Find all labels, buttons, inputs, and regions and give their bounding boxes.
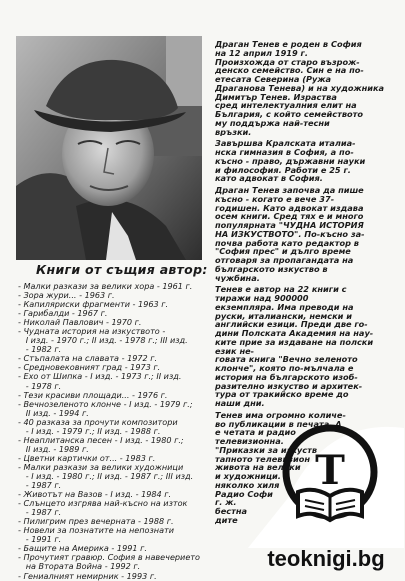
book-list-item: - 40 разказа за прочути композитори (18, 417, 178, 427)
author-portrait-image (16, 36, 202, 260)
bio-line: НА ИЗКУСТВОТО". По-късно за- (215, 228, 365, 239)
bio-line: като адвокат в София. (215, 173, 323, 183)
bio-line: на 12 април 1919 г. (215, 47, 308, 58)
bio-line: няколко хиля (215, 479, 280, 490)
bio-line: клонче", която по-мълчала е (215, 363, 354, 373)
book-list-item: - 1978 г. (18, 381, 62, 391)
bio-line: етесата Северина (Ружа (215, 74, 332, 84)
bio-line: нска гимназия в София, а по- (215, 147, 354, 157)
site-name: teoknigi.bg (267, 546, 385, 571)
bio-line: сред интелектуалния елит на (215, 100, 357, 111)
bio-line: Драган Тенев започва да пише (215, 186, 364, 195)
book-list-item: - 1987 г. (18, 481, 62, 491)
book-list-item: II изд. - 1989 г. (18, 444, 89, 454)
bio-line: Тенев има огромно количе- (215, 410, 346, 420)
book-list-item: - 1991 г. (18, 535, 62, 545)
bio-line: годишен. Като адвокат издава (215, 202, 364, 213)
logo-letter: T (315, 447, 345, 494)
bio-line: и художници. и (215, 471, 290, 481)
bio-line: история на българското изоб- (215, 371, 358, 382)
bio-line: късно - когато е вече 37- (215, 193, 335, 204)
book-list-item: - Гарибалди - 1967 г. (18, 309, 108, 319)
book-list-item: I изд. - 1970 г.; II изд. - 1978 г.; III изд. (18, 336, 188, 346)
book-list-item: II изд. - 1994 г. (18, 408, 89, 418)
bio-line: тапното телевизион (215, 453, 310, 464)
book-list-item: - Прочутият гравюр. София в навечерието (18, 553, 200, 563)
book-list-item: - 1987 г. (18, 508, 62, 518)
bio-line: наши дни. (215, 398, 265, 408)
bio-line: връзки. (215, 126, 252, 137)
bio-line: Драган Тенев е роден в София (215, 40, 362, 49)
book-list-item: - Вечнозеленото клонче - I изд. - 1979 г.; (18, 399, 193, 409)
bio-line: "Приказки за изкуств (215, 444, 317, 455)
bio-line: език не- (215, 345, 255, 356)
bio-line: Димитър Тенев. Израства (215, 91, 337, 102)
book-list-item: - Пилигрим през вечерната - 1988 г. (18, 517, 174, 527)
bio-line: Завършва Кралската италиа- (215, 139, 356, 149)
book-list-item: - Малки разкази за велики хора - 1961 г. (18, 282, 193, 291)
book-list-item: - Гениалният немирник - 1993 г. (18, 571, 157, 581)
book-list-item: - 1982 г. (18, 345, 62, 355)
bio-line: живота на велики (215, 462, 301, 473)
book-list-item: - Животът на Вазов - I изд. - 1984 г. (18, 490, 172, 500)
book-list-item: - Чудната история на изкуството - (18, 327, 166, 337)
bio-line: чужбина. (215, 272, 260, 283)
book-list-item: - Капиляриски фрагменти - 1963 г. (18, 300, 169, 310)
book-list-item: - Новели за познатите на непознати (18, 526, 175, 536)
bio-line: България, с който семейството (215, 109, 364, 119)
bio-paragraph (215, 139, 395, 183)
author-photo (16, 36, 202, 260)
bio-line: ките прие за издаване на полски (215, 336, 374, 347)
bio-line: му поддържа най-тесни (215, 117, 330, 128)
bio-line: Радио Софи (215, 488, 273, 499)
bio-line: говата книга "Вечно зеленото (215, 354, 358, 365)
book-list-item: - Стъпалата на славата - 1972 г. (18, 354, 158, 364)
book-list-item: - Цветни картички от... - 1983 г. (18, 453, 156, 463)
book-list-item: - Малки разкази за велики художници (18, 462, 184, 472)
bio-line: английски езици. Преди две го- (215, 319, 368, 330)
bio-line: популярната "ЧУДНА ИСТОРИЯ (215, 220, 364, 230)
bio-paragraph (215, 186, 395, 282)
book-list-item: - I изд. - 1979 г.; II изд. - 1988 г. (18, 426, 161, 436)
bio-line: почва работа като редактор в (215, 237, 359, 248)
bio-line: денско семейство. Син е на по- (215, 65, 364, 76)
bio-line: и философия. Работи е 25 г. (215, 164, 351, 175)
bio-line: осем книги. Сред тях е и много (215, 211, 364, 222)
bio-line: е четата и радио (215, 427, 296, 438)
bio-line: тиражи над 900000 (215, 293, 309, 303)
book-logo-icon (248, 398, 404, 548)
bio-line: руски, италиански, немски и (215, 310, 352, 321)
book-list-item: - Николай Павлович - 1970 г. (18, 318, 142, 328)
book-list-item: - Средновековният град - 1973 г. (18, 363, 161, 373)
book-list-item: - Зора жури... - 1963 г. (18, 291, 115, 301)
book-list-item: - Тези красиви площади... - 1976 г. (18, 390, 168, 400)
book-list-item: - Слънцето изгрява най-късно на изток (18, 499, 188, 509)
bio-line: късно - право, държавни науки (215, 155, 366, 166)
book-list-item: - I изд. - 1980 г.; II изд. - 1987 г.; III изд. (18, 471, 194, 481)
bio-line: г. ж. (215, 497, 237, 508)
bio-line: отговаря за пропагандата на (215, 255, 354, 265)
bio-line: дини Полската Академия на нау- (215, 328, 374, 338)
bio-line: българското изкуство в (215, 263, 328, 274)
book-list-item: - Неаплитанска песен - I изд. - 1980 г.; (18, 435, 184, 445)
books-heading: Книги от същия автор: (36, 262, 208, 277)
book-list-item: - Бащите на Америка - 1991 г. (18, 544, 147, 554)
bio-line: тура от тракийско време до (215, 389, 349, 400)
bio-line: дите (215, 514, 238, 525)
bio-line: Тенев е автор на 22 книги с (215, 285, 347, 295)
bio-paragraph (215, 285, 395, 408)
bio-line: екземпляра. Има преводи на (215, 301, 354, 312)
bio-line: "София прес" и дълго време (215, 246, 351, 257)
bio-line: Произхожда от старо възрож- (215, 56, 360, 67)
bio-line: во публикации в печата. А (215, 418, 342, 429)
book-list-item: на Втората Война - 1992 г. (18, 562, 141, 572)
bio-line: разително изкуство и архитек- (215, 380, 363, 391)
book-list-item: - Ехо от Шипка - I изд. - 1973 г.; II изд. (18, 372, 182, 382)
bio-paragraph (215, 40, 395, 136)
teoknigi-watermark[interactable] (248, 398, 404, 578)
bio-line: Драганова Тенева) и на художника (215, 82, 385, 93)
bio-line: бестна (215, 506, 248, 516)
books-list (18, 282, 213, 581)
bio-line: телевизионна. (215, 436, 284, 446)
